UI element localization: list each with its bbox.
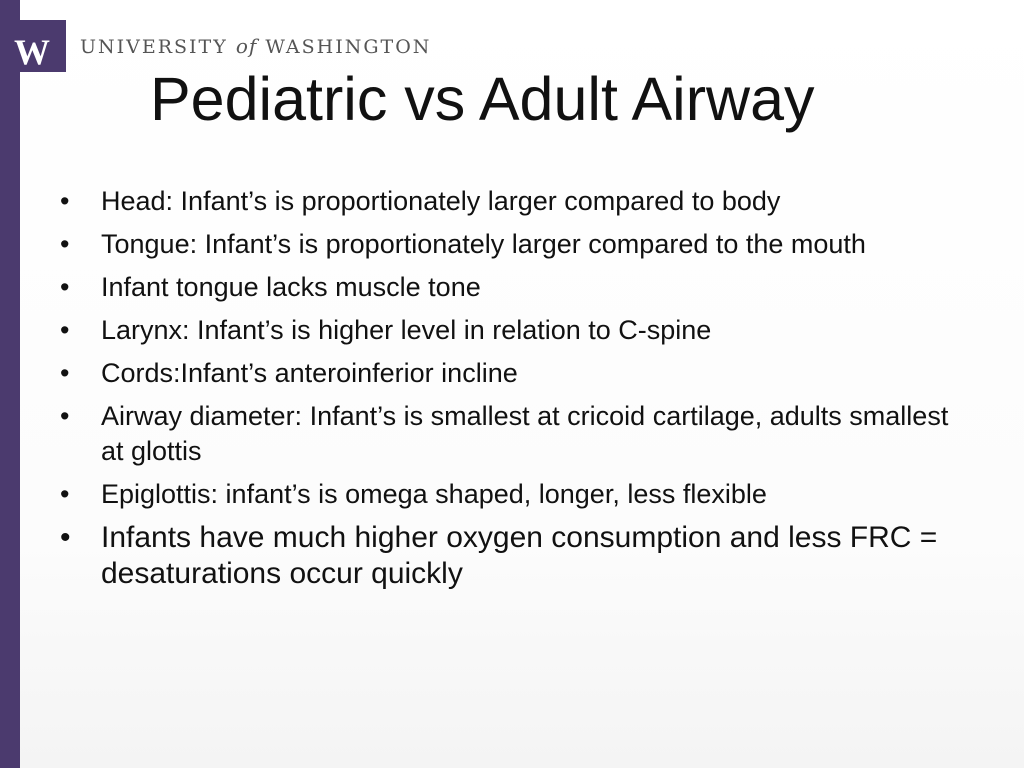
brand-side-bar: [0, 0, 20, 768]
bullet-text: Infant tongue lacks muscle tone: [101, 272, 481, 302]
wordmark-washington: WASHINGTON: [257, 36, 432, 58]
bullet-dot: •: [60, 315, 70, 345]
bullet-item-oxygen: [60, 520, 960, 592]
bullet-item-tongue-tone: [60, 270, 960, 305]
bullet-item-airway-diameter: [60, 399, 960, 469]
slide-title: Pediatric vs Adult Airway: [150, 65, 815, 133]
wordmark-of: of: [235, 34, 258, 58]
bullet-list: [60, 184, 960, 600]
bullet-text: Airway diameter: Infant’s is smallest at cricoid cartilage, adults smallest at glottis: [101, 401, 949, 466]
uw-w-logo-icon: [8, 38, 56, 82]
bullet-item-epiglottis: [60, 477, 960, 512]
logo-letter: W: [14, 38, 50, 72]
bullet-dot: •: [60, 186, 70, 216]
bullet-text: Head: Infant’s is proportionately larger compared to body: [101, 186, 781, 216]
wordmark-university: UNIVERSITY: [80, 36, 236, 58]
bullet-item-tongue: [60, 227, 960, 262]
bullet-text: Infants have much higher oxygen consumption and less FRC = desaturations occur quickly: [101, 521, 938, 590]
bullet-item-cords: [60, 356, 960, 391]
bullet-text: Cords:Infant’s anteroinferior incline: [101, 358, 518, 388]
bullet-dot: •: [60, 229, 70, 259]
bullet-text: Tongue: Infant’s is proportionately larger compared to the mouth: [101, 229, 866, 259]
university-wordmark: [80, 34, 431, 58]
bullet-dot: •: [60, 358, 70, 388]
bullet-dot: •: [60, 272, 70, 302]
bullet-item-larynx: [60, 313, 960, 348]
bullet-text: Larynx: Infant’s is higher level in relation to C-spine: [101, 315, 712, 345]
uw-logo: [0, 20, 66, 72]
bullet-dot: •: [60, 479, 70, 509]
bullet-text: Epiglottis: infant’s is omega shaped, longer, less flexible: [101, 479, 767, 509]
bullet-dot: •: [60, 521, 71, 554]
bullet-item-head: [60, 184, 960, 219]
bullet-dot: •: [60, 401, 70, 431]
